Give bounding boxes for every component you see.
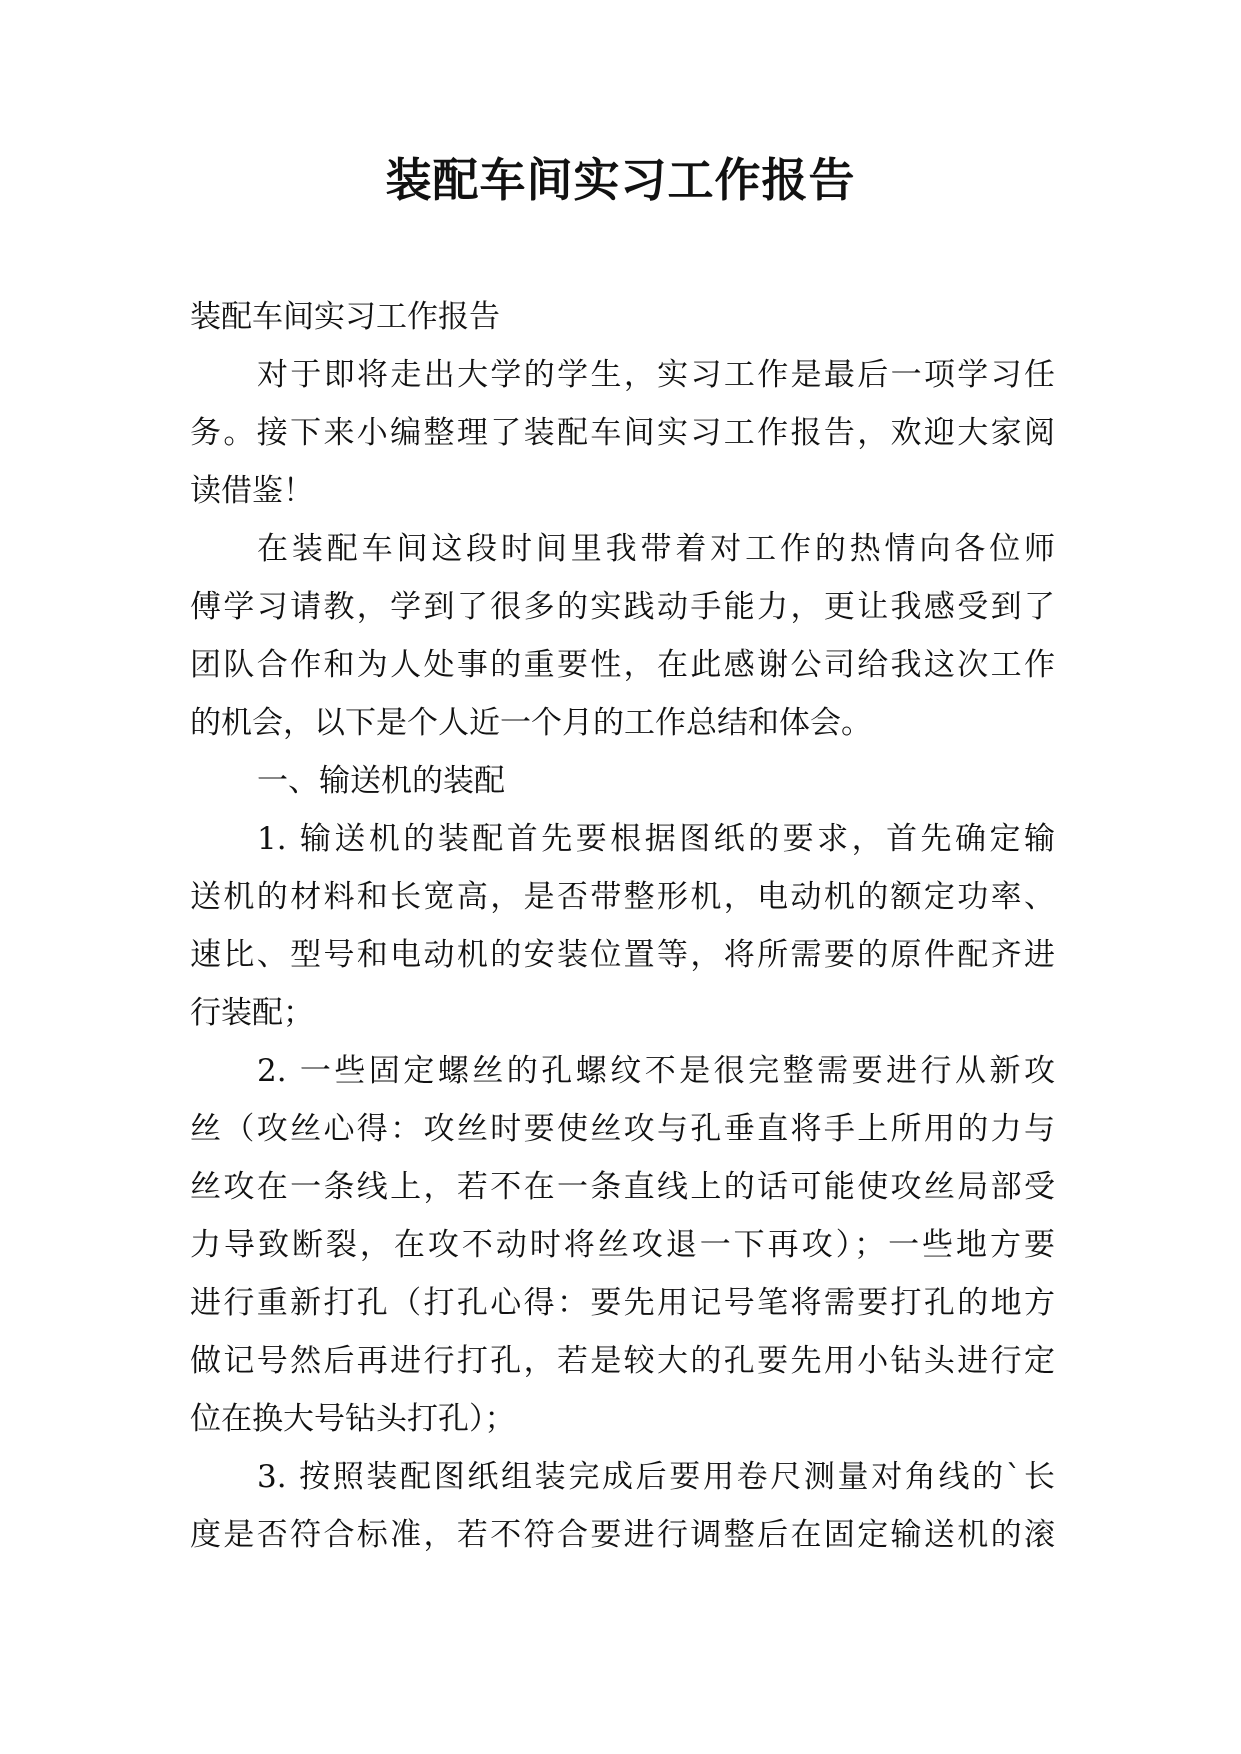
body-line: 在装配车间这段时间里我带着对工作的热情向各位师 [257, 531, 1055, 567]
body-line: 一、输送机的装配 [257, 763, 505, 799]
document-body [190, 346, 1055, 1564]
body-line: 速比、型号和电动机的安装位置等，将所需要的原件配齐进 [190, 937, 1055, 973]
body-line: 傅学习请教，学到了很多的实践动手能力，更让我感受到了 [190, 589, 1055, 625]
body-line: 力导致断裂，在攻不动时将丝攻退一下再攻）；一些地方要 [190, 1227, 1055, 1263]
subtitle-line: 装配车间实习工作报告 [190, 299, 500, 335]
body-line: 度是否符合标准，若不符合要进行调整后在固定输送机的滚 [190, 1517, 1055, 1553]
body-line: 丝（攻丝心得：攻丝时要使丝攻与孔垂直将手上所用的力与 [190, 1111, 1055, 1147]
body-line: 团队合作和为人处事的重要性，在此感谢公司给我这次工作 [190, 647, 1055, 683]
body-line: 做记号然后再进行打孔，若是较大的孔要先用小钻头进行定 [190, 1343, 1055, 1379]
body-line: 位在换大号钻头打孔）； [190, 1401, 516, 1437]
body-line: 对于即将走出大学的学生，实习工作是最后一项学习任 [257, 357, 1055, 393]
body-line: 行装配； [190, 995, 314, 1031]
body-line: 丝攻在一条线上，若不在一条直线上的话可能使攻丝局部受 [190, 1169, 1055, 1205]
body-line: 2. 一些固定螺丝的孔螺纹不是很完整需要进行从新攻 [257, 1053, 1055, 1089]
body-line: 3. 按照装配图纸组装完成后要用卷尺测量对角线的`长 [257, 1459, 1055, 1495]
body-line: 的机会，以下是个人近一个月的工作总结和体会。 [190, 705, 872, 741]
body-line: 务。接下来小编整理了装配车间实习工作报告，欢迎大家阅 [190, 415, 1055, 451]
document-subtitle [190, 288, 1055, 346]
document-title: 装配车间实习工作报告 [385, 153, 856, 207]
body-line: 读借鉴！ [190, 473, 314, 509]
body-line: 送机的材料和长宽高，是否带整形机，电动机的额定功率、 [190, 879, 1055, 915]
body-line: 进行重新打孔（打孔心得：要先用记号笔将需要打孔的地方 [190, 1285, 1055, 1321]
body-line: 1. 输送机的装配首先要根据图纸的要求，首先确定输 [257, 821, 1055, 857]
